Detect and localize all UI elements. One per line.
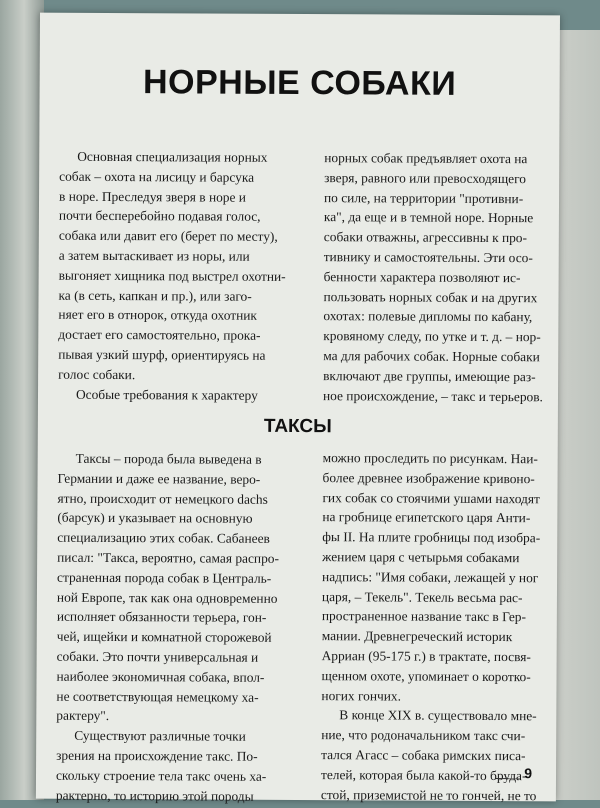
text-line: щенном охоте, упоминает о коротко- [321,667,531,684]
text-line: рактерно, то историю этой породы [55,787,254,804]
text-line: в норе. Преследуя зверя в норе и [59,188,247,205]
text-line: выгоняет хищника под выстрел охотни- [58,267,286,284]
text-line: собака или давит его (берет по месту), [58,227,278,245]
text-line: собаки. Это почти универсальная и [56,648,259,665]
text-column-2 [323,148,544,407]
text-line: писал: "Такса, вероятно, самая распро- [57,549,279,566]
text-line: мании. Древнегреческий историк [321,628,513,645]
text-line: стой, приземистой не то гончей, не то [320,786,537,803]
text-line: ние, что родоначальником такс счи- [321,727,526,744]
text-line: жением царя с четырьмя собаками [322,549,520,566]
text-line: скольку строение тела такс очень ха- [55,767,267,784]
text-line: пывая узкий шурф, ориентируясь на [58,346,266,363]
text-line: ма для рабочих собак. Норные собаки [323,348,540,365]
text-line: голос собаки. [58,366,136,382]
text-line: надпись: "Имя собаки, лежащей у ног [322,568,539,586]
text-line: тивнику и самостоятельны. Эти осо- [323,249,533,266]
text-line: ка", да еще и в темной норе. Норные [323,209,534,226]
text-line: почти бесперебойно подавая голос, [58,208,261,225]
text-line: норных собак предъявляет охота на [324,150,528,167]
text-line: Основная специализация норных [77,148,268,165]
text-line: пространенное название такс в Гер- [321,608,526,625]
text-line: Существуют различные точки [74,727,246,744]
text-line: фы II. На плите гробницы под изобра- [322,529,541,546]
text-line: ка (в сеть, капкан и пр.), или заго- [58,287,252,304]
text-line: можно проследить по рисункам. Наи- [322,450,538,467]
text-line: ятно, происходит от немецкого dachs [57,490,268,507]
text-line: чей, ищейки и комнатной сторожевой [56,628,272,646]
text-column-1 [58,147,309,406]
chapter-title: НОРНЫЕ СОБАКИ [142,63,457,103]
text-line: кровяному следу, по утке и т. д. – нор- [323,328,541,345]
text-line: царя, – Текель". Текель весьма рас- [321,588,523,605]
text-line: ногих гончих. [321,687,402,704]
text-line: пользовать норных собак и на других [323,288,538,305]
text-line: зрения на происхождение такс. По- [56,747,258,764]
text-line: включают две группы, имеющие раз- [323,367,536,385]
text-line: ное происхождение, – такс и терьеров. [322,387,543,404]
text-line: а затем вытаскивает из норы, или [58,247,250,264]
page-number-rule [496,778,520,779]
text-line: телей, которая была какой-то бруда- [320,766,527,783]
text-line: В конце XIX в. существовало мне- [339,707,537,724]
text-line: Особые требования к характеру [75,386,258,403]
text-line: достает его самостоятельно, прока- [58,326,261,343]
text-line: гих собак со стоячими ушами находят [322,489,540,506]
text-line: страненная порода собак в Централь- [57,569,272,586]
page-number: 9 [524,765,533,782]
text-line: по силе, на территории "противни- [324,189,524,206]
text-line: ной Европе, так как она одновременно [56,589,278,606]
text-line: не соответствующая немецкому ха- [56,688,259,705]
text-line: наиболее экономичная собака, впол- [56,668,265,685]
text-line: Германии и даже ее название, веро- [57,470,261,487]
text-line: бенности характера позволяют ис- [323,268,521,285]
text-line: собак – охота на лисицу и барсука [59,168,255,185]
text-line: специализацию этих собак. Сабанеев [57,529,270,547]
text-line: на гробнице египетского царя Анти- [322,509,531,526]
text-column-4 [321,448,543,805]
book-page [36,13,560,802]
text-line: тался Агасс – собака римских писа- [321,747,526,764]
text-column-3 [56,449,308,807]
text-line: Арриан (95-175 г.) в трактате, посвя- [321,648,531,665]
text-line: зверя, равного или превосходящего [324,169,527,186]
text-line: собаки отважны, агрессивны к про- [323,229,528,246]
text-line: няет его в отнорок, откуда охотник [58,307,257,324]
text-line: (барсук) и указывает на основную [57,510,253,527]
text-line: Таксы – порода была выведена в [75,450,262,467]
text-line: охотах: полевые дипломы по кабану, [323,308,533,325]
text-line: рактеру". [56,708,110,724]
text-line: исполняет обязанности терьера, гон- [56,609,267,626]
section-title: ТАКСЫ [263,415,332,438]
text-line: более древнее изображение кривоно- [322,469,535,487]
